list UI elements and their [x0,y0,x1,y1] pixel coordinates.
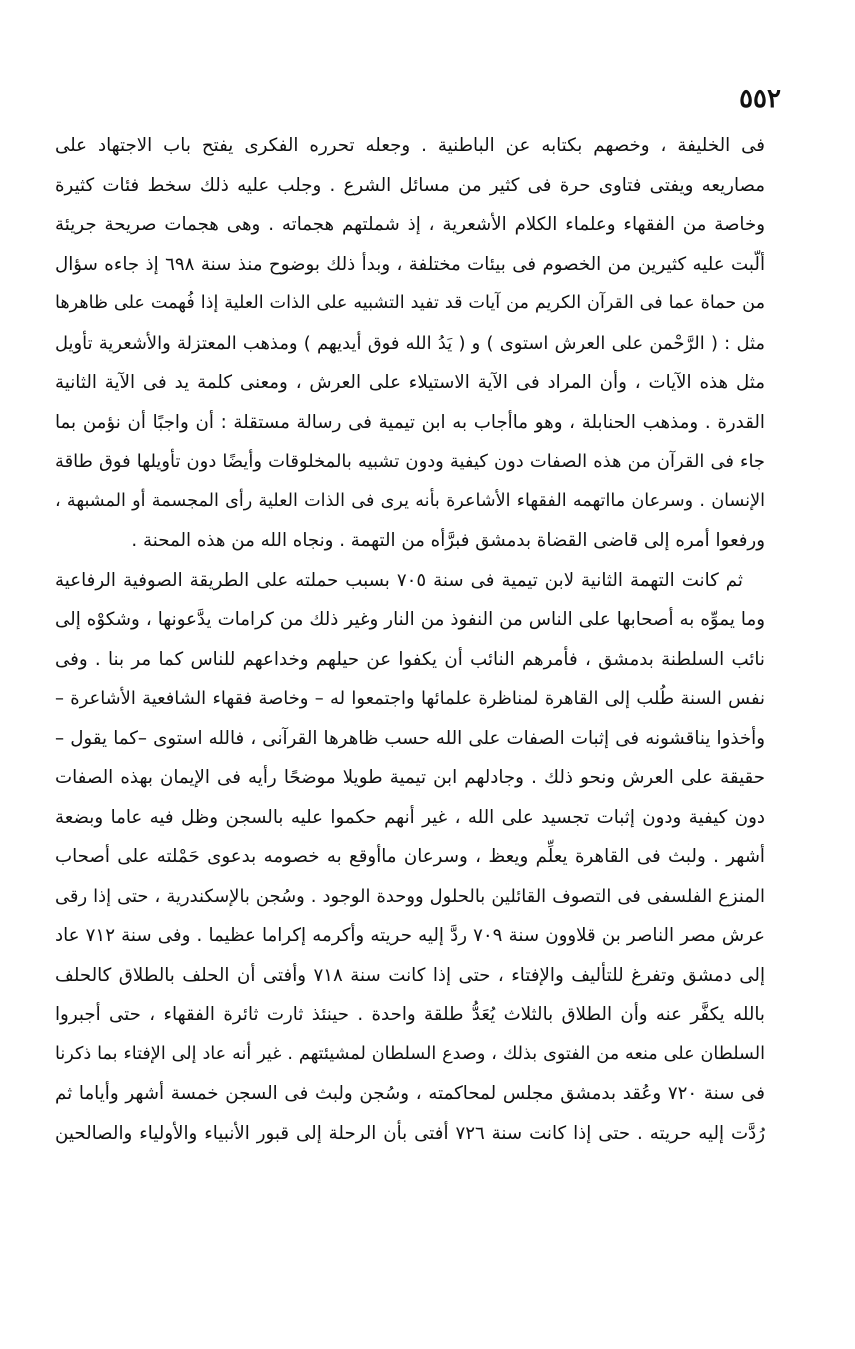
text-line: نائب السلطنة بدمشق ، فأمرهم النائب أن يكفوا عن حيلهم وخداعهم للناس كما مر بنا . وفى [55,648,765,670]
text-line: ورفعوا أمره إلى قاضى القضاة بدمشق فبرَّأه من التهمة . ونجاه الله من هذه المحنة . [131,530,765,551]
text-line: جاء فى القرآن من هذه الصفات دون كيفية ودون تشبيه بالمخلوقات وأيضًا دون تأويلها فوق طاقة [55,451,765,472]
text-line: السلطان على منعه من الفتوى بذلك ، وصدع السلطان لمشيئتهم . غير أنه عاد إلى الإفتاء بما ذكرنا [55,1043,765,1064]
text-line: فى الخليفة ، وخصهم بكتابه عن الباطنية . وجعله تحرره الفكرى يفتح باب الاجتهاد على [55,135,765,156]
text-line: إلى دمشق وتفرغ للتأليف والإفتاء ، حتى إذا كانت سنة ٧١٨ وأفتى أن الحلف بالطلاق كالحلف [55,964,765,986]
text-line: مثل : ( الرَّحْمن على العرش استوى ) و ( يَدُ الله فوق أيديهم ) ومذهب المعتزلة والأشعرية تأويل [55,332,765,354]
body-text [55,126,765,1153]
text-line: دون كيفية ودون إثبات تجسيد على الله ، غير أنهم حكموا عليه بالسجن وظل فيه عاما وبضعة [55,806,765,828]
text-line: الإنسان . وسرعان مااتهمه الفقهاء الأشاعرة بأنه يرى فى الذات العلية رأى المجسمة أو المشبهة ، [55,490,765,511]
text-line: وأخذوا يناقشونه فى إثبات الصفات على الله حسب ظاهرها القرآنى ، فالله استوى –كما يقول – [55,727,765,749]
text-line: بالله يكفَّر عنه وأن الطلاق بالثلاث يُعَدُّ طلقة واحدة . حينئذ ثارت ثائرة الفقهاء ، حتى أجبروا [55,1004,765,1025]
page-number: ٥٥٢ [739,84,781,114]
text-line: وما يموِّه به أصحابها على الناس من النفوذ من النار وغير ذلك من كرامات يدَّعونها ، وشكوْه إلى [55,609,765,630]
text-line: مثل هذه الآيات ، وأن المراد فى الآية الاستيلاء على العرش ، ومعنى كلمة يد فى الآية الثانية [55,372,765,393]
text-line: عرش مصر الناصر بن قلاوون سنة ٧٠٩ ردَّ إليه حريته وأكرمه إكراما عظيما . وفى سنة ٧١٢ عاد [55,925,765,946]
text-line: فى سنة ٧٢٠ وعُقد بدمشق مجلس لمحاكمته ، وسُجن ولبث فى السجن خمسة أشهر وأياما ثم [55,1083,765,1104]
text-line: نفس السنة طُلب إلى القاهرة لمناظرة علمائها واجتمعوا له – وخاصة فقهاء الشافعية الأشاعرة – [55,688,765,709]
text-line: ثم كانت التهمة الثانية لابن تيمية فى سنة ٧٠٥ بسبب حملته على الطريقة الصوفية الرفاعية [55,569,743,591]
text-line: ألّبت عليه كثيرين من الخصوم فى بيئات مختلفة ، وبدأ ذلك بوضوح منذ سنة ٦٩٨ إذ جاءه سؤال [55,253,765,275]
text-line: أشهر . ولبث فى القاهرة يعلِّم ويعظ ، وسرعان ماأوقع به خصومه بدعوى حَمْلته على أصحاب [55,846,765,867]
text-line: وخاصة من الفقهاء وعلماء الكلام الأشعرية ، إذ شملتهم هجماته . وهى هجمات صريحة جريئة [55,214,765,235]
text-line: القدرة . ومذهب الحنابلة ، وهو ماأجاب به ابن تيمية فى رسالة مستقلة : أن واجبًا أن نؤمن بما [55,411,765,433]
text-line: المنزع الفلسفى فى التصوف القائلين بالحلول ووحدة الوجود . وسُجن بالإسكندرية ، حتى إذا رقى [55,885,765,907]
text-line: مصاريعه ويفتى فتاوى حرة فى كثير من مسائل الشرع . وجلب عليه ذلك سخط فئات كثيرة [55,174,765,196]
text-line: من حماة عما فى القرآن الكريم من آيات قد تفيد التشبيه على الذات العلية إذا فُهمت على ظاهرها [55,293,765,313]
text-line: حقيقة على العرش ونحو ذلك . وجادلهم ابن تيمية طويلا موضحًا رأيه فى الإيمان بهذه الصفات [55,767,765,788]
text-line: رُدَّت إليه حريته . حتى إذا كانت سنة ٧٢٦ أفتى بأن الرحلة إلى قبور الأنبياء والأولياء والصالحين [55,1122,765,1144]
